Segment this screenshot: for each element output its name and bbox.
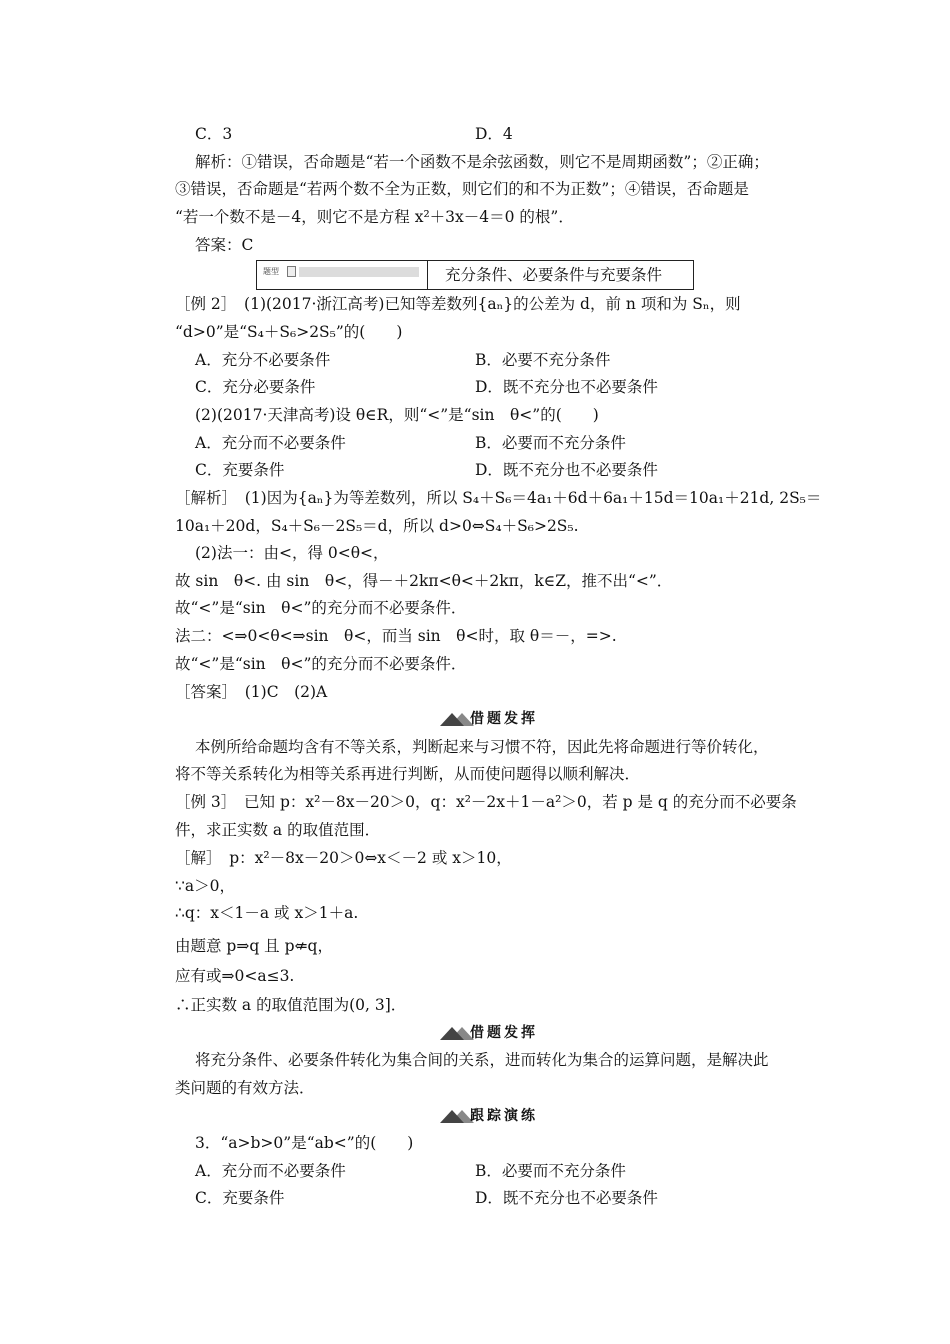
example-2-part-2: (2)(2017·天津高考)设 θ∈R，则“<”是“sin θ<”的( ) (195, 406, 599, 424)
triangle-icon (440, 1110, 464, 1123)
answer-line: 答案：C (195, 236, 254, 254)
option-c: C．充分必要条件 (195, 378, 316, 396)
solution-line: 由题意 p⇒q 且 p⇍q， (175, 937, 333, 955)
solution-line: 法二：<⇒0<θ<⇒sin θ<，而当 sin θ<时，取 θ＝－，=>. (175, 627, 617, 645)
option-a: A．充分不必要条件 (195, 351, 331, 369)
triangle-icon (440, 1027, 464, 1040)
document-icon (287, 266, 296, 277)
insight-line: 本例所给命题均含有不等关系，判断起来与习惯不符，因此先将命题进行等价转化， (195, 738, 769, 756)
solution-line: ∴q：x＜1－a 或 x＞1＋a. (175, 904, 359, 922)
solution-line: 10a₁＋20d，S₄＋S₆－2S₅＝d，所以 d>0⇔S₄＋S₆>2S₅. (175, 517, 579, 535)
topic-tag: 题型 (263, 267, 279, 276)
option-c: C．3 (195, 125, 233, 143)
option-b: B．必要而不充分条件 (475, 1162, 626, 1180)
option-d: D．既不充分也不必要条件 (475, 1189, 658, 1207)
section-heading-insight: 借题发挥 (440, 709, 560, 729)
option-a: A．充分而不必要条件 (195, 1162, 346, 1180)
solution-line: 故“<”是“sin θ<”的充分而不必要条件． (175, 655, 467, 673)
insight-line: 将不等关系转化为相等关系再进行判断，从而使问题得以顺利解决． (175, 765, 641, 783)
solution-line: ∵a＞0， (175, 877, 235, 895)
analysis-line: 解析：①错误，否命题是“若一个函数不是余弦函数，则它不是周期函数”；②正确； (195, 153, 769, 171)
option-b: B．必要而不充分条件 (475, 434, 626, 452)
topic-title: 充分条件、必要条件与充要条件 (445, 266, 663, 284)
header-bar (299, 267, 419, 277)
topic-header-label-area (257, 261, 428, 289)
solution-line: 故“<”是“sin θ<”的充分而不必要条件． (175, 599, 467, 617)
example-3-question: 件，求正实数 a 的取值范围． (175, 821, 381, 839)
triangle-icon (440, 713, 464, 726)
analysis-line: ③错误，否命题是“若两个数不全为正数，则它们的和不为正数”；④错误，否命题是 (175, 180, 749, 198)
option-c: C．充要条件 (195, 461, 285, 479)
analysis-line: “若一个数不是－4，则它不是方程 x²＋3x－4＝0 的根”． (175, 208, 574, 226)
practice-question: 3．“a>b>0”是“ab<”的( ) (195, 1134, 414, 1152)
option-d: D．既不充分也不必要条件 (475, 461, 658, 479)
example-3-question: ［例 3］ 已知 p：x²－8x－20＞0，q：x²－2x＋1－a²＞0，若 p 是 q 的充分而不必要条 (175, 793, 797, 811)
option-d: D．4 (475, 125, 513, 143)
example-2-question: ［例 2］ (1)(2017·浙江高考)已知等差数列{aₙ}的公差为 d，前 n 项和为 Sₙ，则 (175, 295, 741, 313)
example-2-question: “d>0”是“S₄＋S₆>2S₅”的( ) (175, 323, 403, 341)
section-heading-insight: 借题发挥 (440, 1023, 560, 1043)
solution-line: ［解］ p：x²－8x－20＞0⇔x＜－2 或 x＞10， (175, 849, 512, 867)
topic-header-box (256, 260, 694, 290)
solution-line: 应有或⇒0<a≤3. (175, 967, 295, 985)
answer-line: ［答案］ (1)C (2)A (175, 683, 328, 701)
option-d: D．既不充分也不必要条件 (475, 378, 658, 396)
solution-line: 故 sin θ<. 由 sin θ<，得－＋2kπ<θ<＋2kπ，k∈Z，推不出“<”． (175, 572, 673, 590)
option-b: B．必要不充分条件 (475, 351, 611, 369)
solution-line: (2)法一：由<，得 0<θ<， (195, 544, 389, 562)
solution-line: ［解析］ (1)因为{aₙ}为等差数列，所以 S₄＋S₆＝4a₁＋6d＋6a₁＋15d＝10a₁＋21d, 2S₅＝ (175, 489, 822, 507)
solution-line: ∴正实数 a 的取值范围为(0, 3]． (175, 996, 407, 1014)
option-c: C．充要条件 (195, 1189, 285, 1207)
option-a: A．充分而不必要条件 (195, 434, 346, 452)
section-heading-practice: 跟踪演练 (440, 1106, 560, 1126)
insight-line: 将充分条件、必要条件转化为集合间的关系，进而转化为集合的运算问题，是解决此 (195, 1051, 769, 1069)
insight-line: 类问题的有效方法． (175, 1079, 315, 1097)
